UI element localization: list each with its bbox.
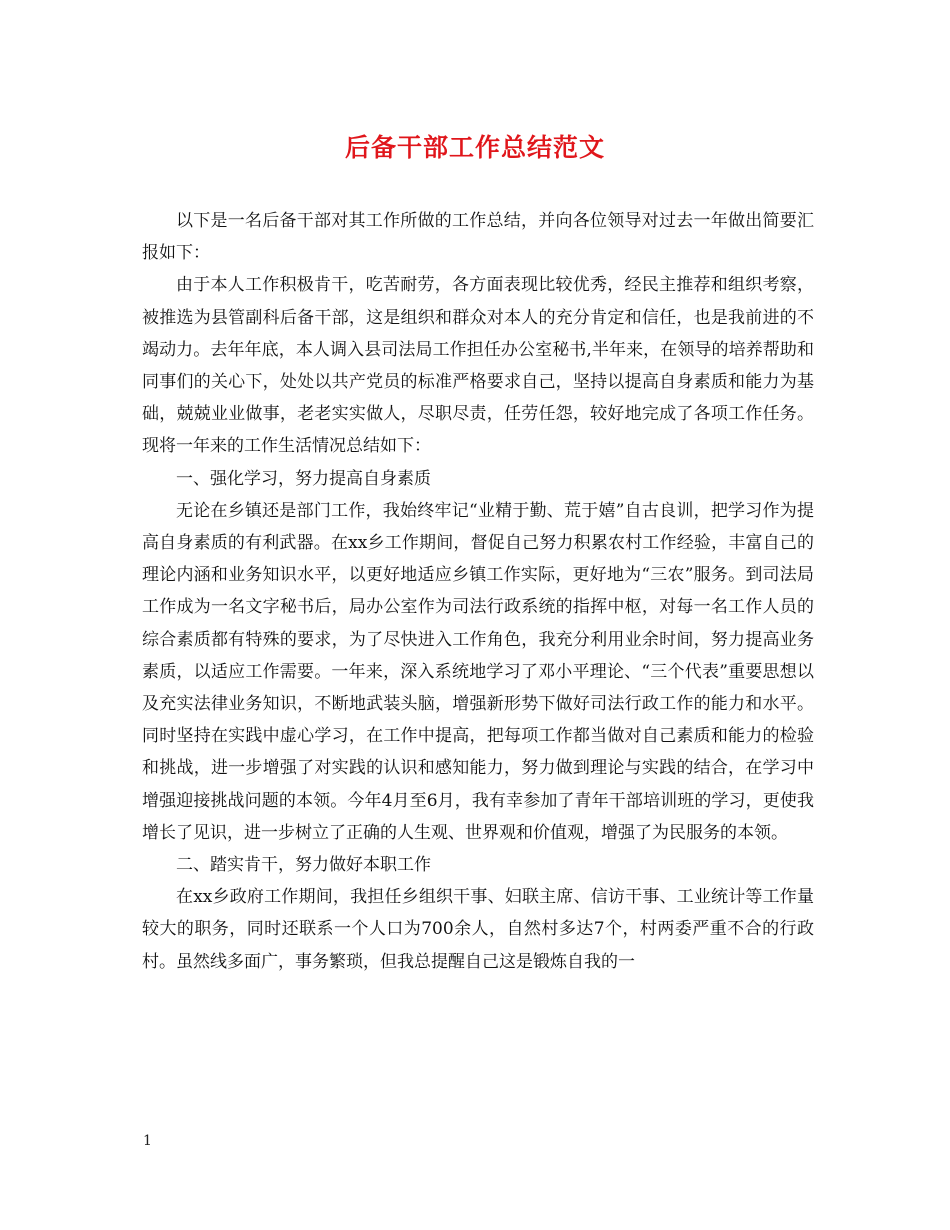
- document-title: 后备干部工作总结范文: [344, 133, 605, 162]
- section-heading-2: 二、踏实肯干，努力做好本职工作: [176, 855, 431, 876]
- document-body: [142, 205, 814, 978]
- paragraph-intro: 以下是一名后备干部对其工作所做的工作总结，并向各位领导对过去一年做出简要汇报如下：: [142, 211, 814, 264]
- paragraph-background: 由于本人工作积极肯干，吃苦耐劳，各方面表现比较优秀，经民主推荐和组织考察，被推选为县管副科后备干部，这是组织和群众对本人的充分肯定和信任，也是我前进的不竭动力。去年年底，本人调入县司法局工作担任办公室秘书,半年来，在领导的培养帮助和同事们的关心下，处处以共产党员的标准严格要求自己，坚持以提高自身素质和能力为基础，兢兢业业做事，老老实实做人，尽职尽责，任劳任怨，较好地完成了各项工作任务。现将一年来的工作生活情况总结如下：: [142, 275, 814, 457]
- paragraph-work: 在xx乡政府工作期间，我担任乡组织干事、妇联主席、信访干事、工业统计等工作量较大的职务，同时还联系一个人口为700余人，自然村多达7个，村两委严重不合的行政村。虽然线多面广，事务繁琐，但我总提醒自己这是锻炼自我的一: [142, 887, 814, 972]
- page-number: 1: [143, 1133, 152, 1149]
- paragraph-study: 无论在乡镇还是部门工作，我始终牢记“业精于勤、荒于嬉”自古良训，把学习作为提高自身素质的有利武器。在xx乡工作期间，督促自己努力积累农村工作经验，丰富自己的理论内涵和业务知识水平，以更好地适应乡镇工作实际，更好地为“三农”服务。到司法局工作成为一名文字秘书后，局办公室作为司法行政系统的指挥中枢，对每一名工作人员的综合素质都有特殊的要求，为了尽快进入工作角色，我充分利用业余时间，努力提高业务素质，以适应工作需要。一年来，深入系统地学习了邓小平理论、“三个代表”重要思想以及充实法律业务知识，不断地武装头脑，增强新形势下做好司法行政工作的能力和水平。同时坚持在实践中虚心学习，在工作中提高，把每项工作都当做对自己素质和能力的检验和挑战，进一步增强了对实践的认识和感知能力，努力做到理论与实践的结合，在学习中增强迎接挑战问题的本领。今年4月至6月，我有幸参加了青年干部培训班的学习，更使我增长了见识，进一步树立了正确的人生观、世界观和价值观，增强了为民服务的本领。: [142, 500, 814, 843]
- section-heading-1: 一、强化学习，努力提高自身素质: [176, 468, 431, 489]
